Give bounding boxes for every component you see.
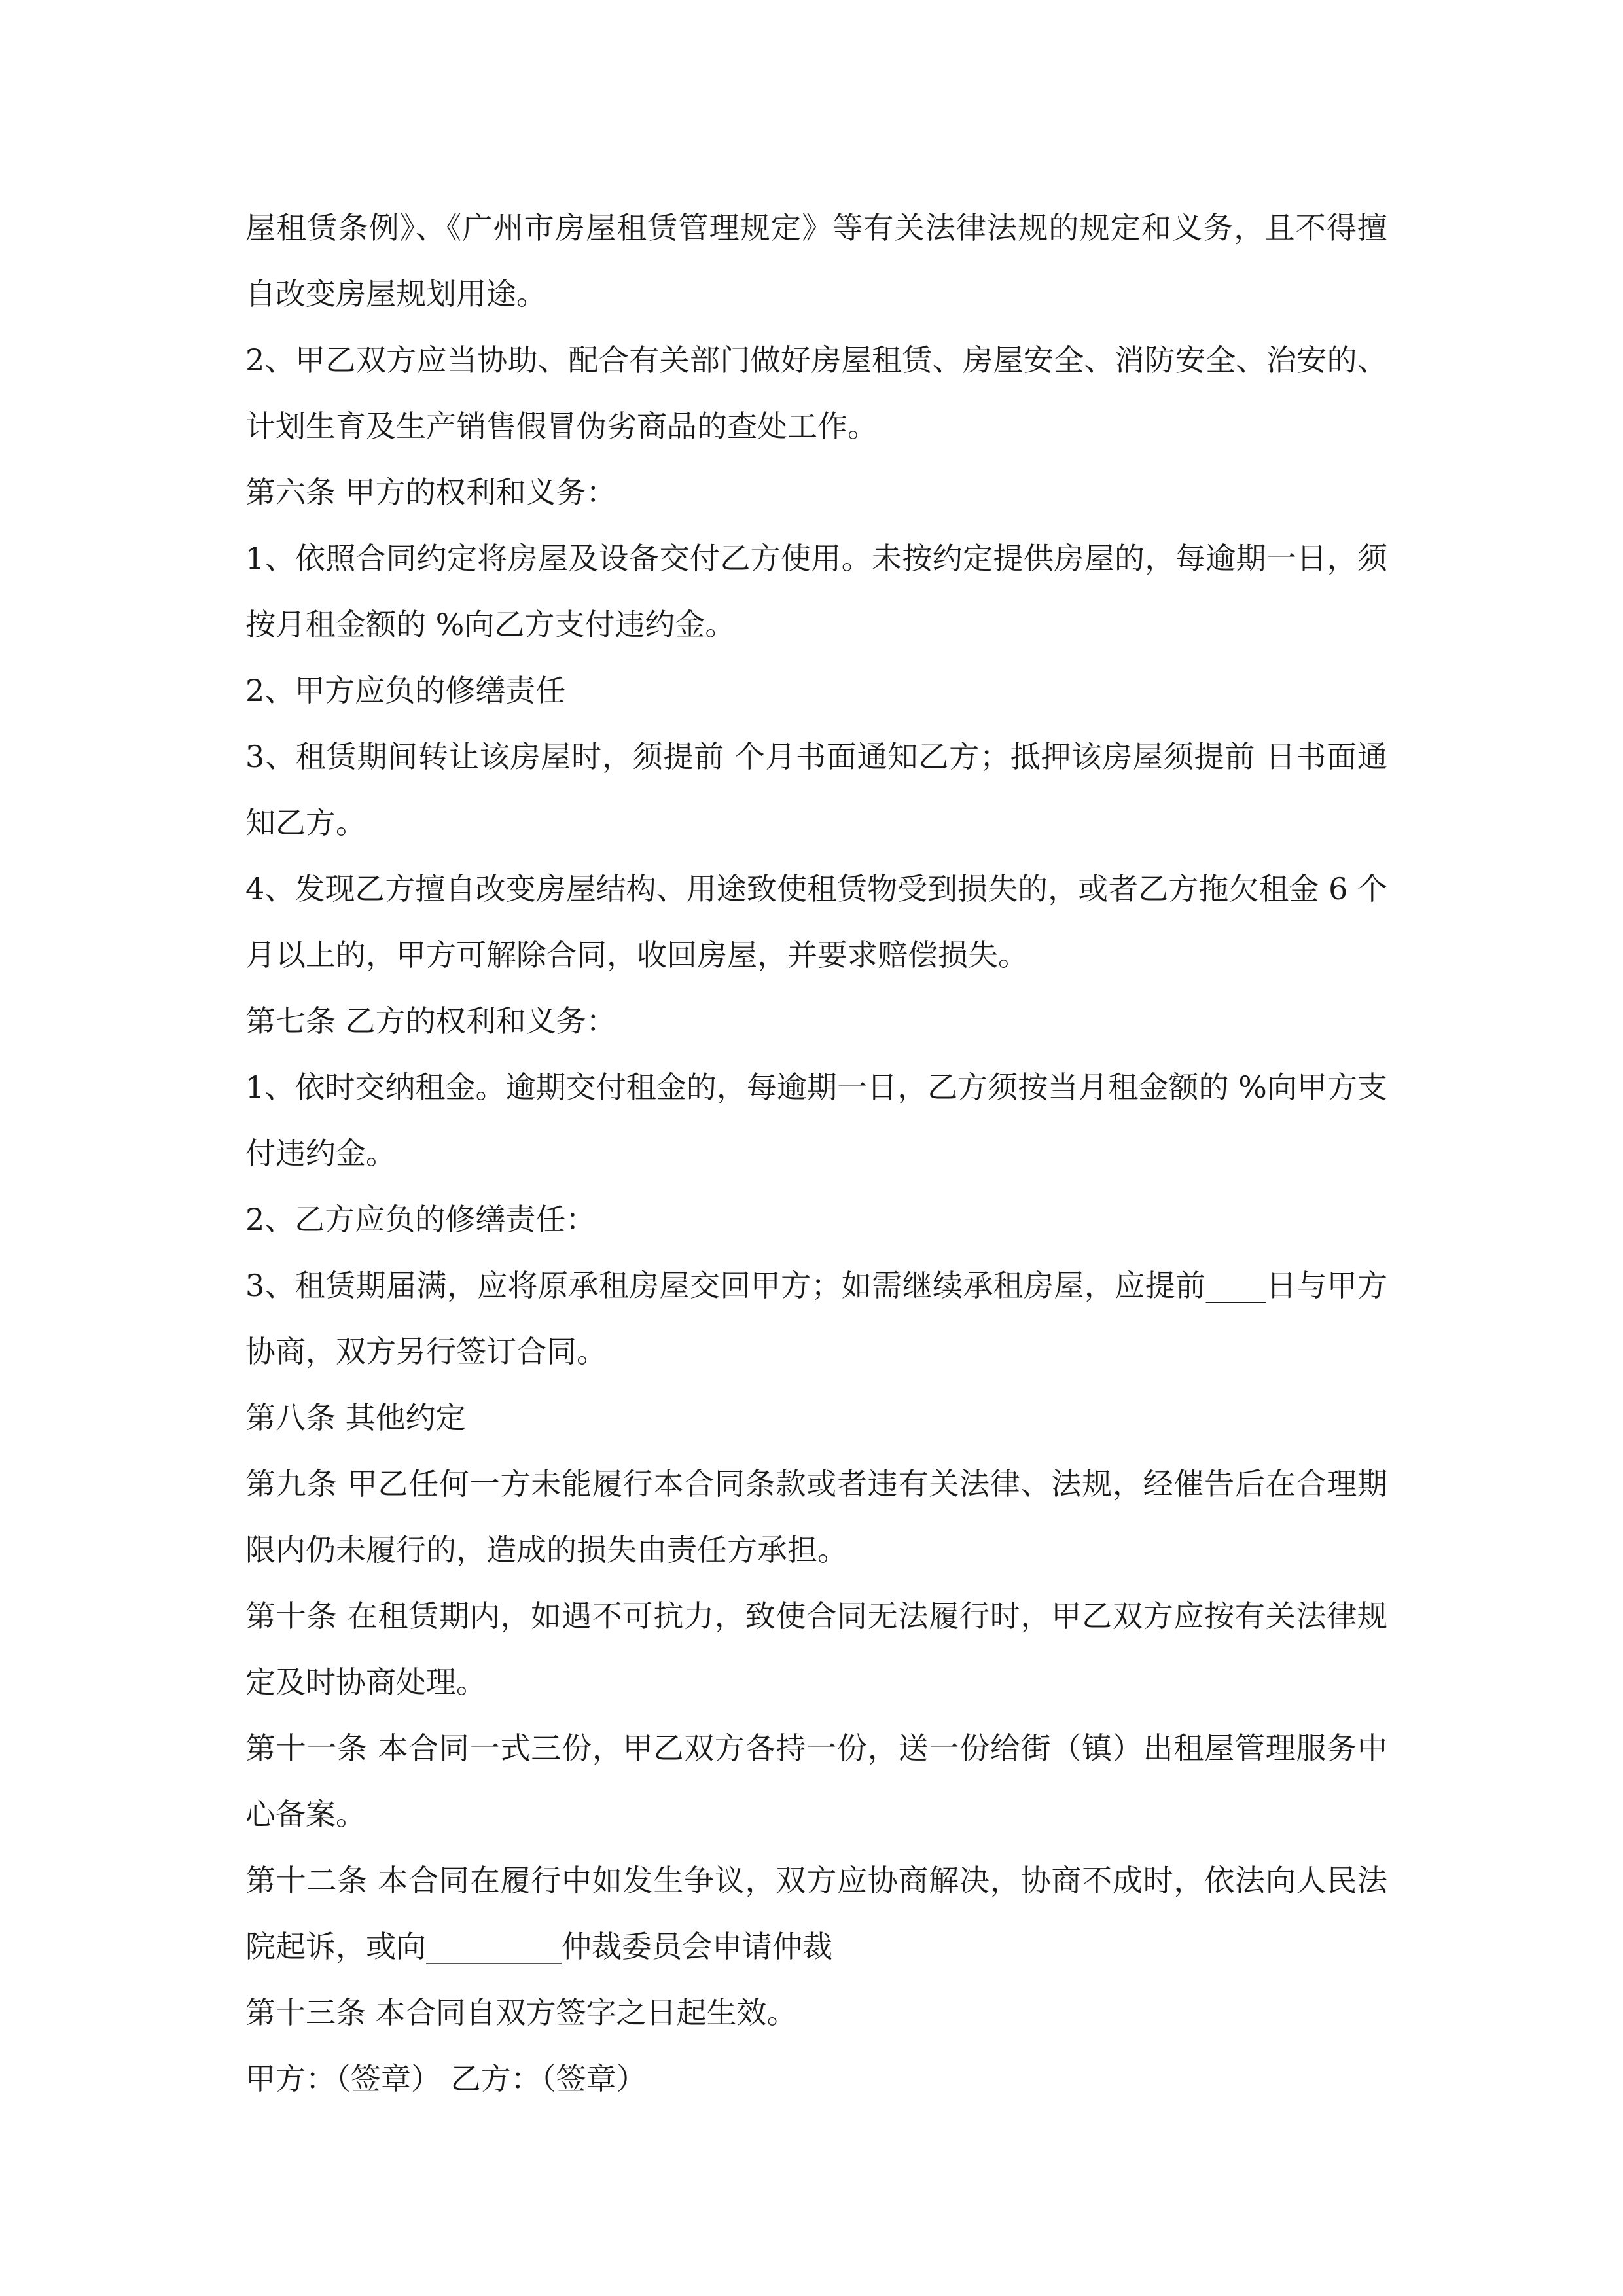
paragraph: 1、依时交纳租金。逾期交付租金的，每逾期一日，乙方须按当月租金额的 %向甲方支付违约金。: [245, 1069, 1387, 1171]
clause: 第十三条 本合同自双方签字之日起生效。: [245, 1995, 797, 2030]
paragraph: 2、甲方应负的修缮责任: [245, 673, 566, 708]
paragraph: 2、乙方应负的修缮责任：: [245, 1202, 596, 1237]
section-heading: 第六条 甲方的权利和义务：: [245, 475, 616, 510]
section-heading: 第七条 乙方的权利和义务：: [245, 1003, 616, 1039]
signature-line: 甲方：（签章） 乙方：（签章）: [245, 2061, 647, 2096]
clause: 第十条 在租赁期内，如遇不可抗力，致使合同无法履行时，甲乙双方应按有关法律规定及时协商处理。: [245, 1598, 1387, 1700]
paragraph: 3、租赁期间转让该房屋时，须提前 个月书面通知乙方；抵押该房屋须提前 日书面通知乙方。: [245, 739, 1387, 840]
paragraph: 屋租赁条例》、《广州市房屋租赁管理规定》等有关法律法规的规定和义务，且不得擅自改变房屋规划用途。: [245, 210, 1387, 312]
clause: 第十一条 本合同一式三份，甲乙双方各持一份，送一份给街（镇）出租屋管理服务中心备案。: [245, 1731, 1387, 1832]
contract-body: [245, 195, 1387, 2112]
clause: 第九条 甲乙任何一方未能履行本合同条款或者违有关法律、法规，经催告后在合理期限内仍未履行的，造成的损失由责任方承担。: [245, 1466, 1387, 1568]
paragraph: 2、甲乙双方应当协助、配合有关部门做好房屋租赁、房屋安全、消防安全、治安的、计划生育及生产销售假冒伪劣商品的查处工作。: [245, 342, 1387, 444]
clause: 第十二条 本合同在履行中如发生争议，双方应协商解决，协商不成时，依法向人民法院起诉，或向_________仲裁委员会申请仲裁: [245, 1863, 1387, 1964]
section-heading: 第八条 其他约定: [245, 1400, 466, 1435]
paragraph: 1、依照合同约定将房屋及设备交付乙方使用。未按约定提供房屋的，每逾期一日，须按月租金额的 %向乙方支付违约金。: [245, 541, 1387, 642]
paragraph: 3、租赁期届满，应将原承租房屋交回甲方；如需继续承租房屋，应提前____日与甲方协商，双方另行签订合同。: [245, 1268, 1387, 1369]
paragraph: 4、发现乙方擅自改变房屋结构、用途致使租赁物受到损失的，或者乙方拖欠租金 6 个月以上的，甲方可解除合同，收回房屋，并要求赔偿损失。: [245, 871, 1387, 973]
